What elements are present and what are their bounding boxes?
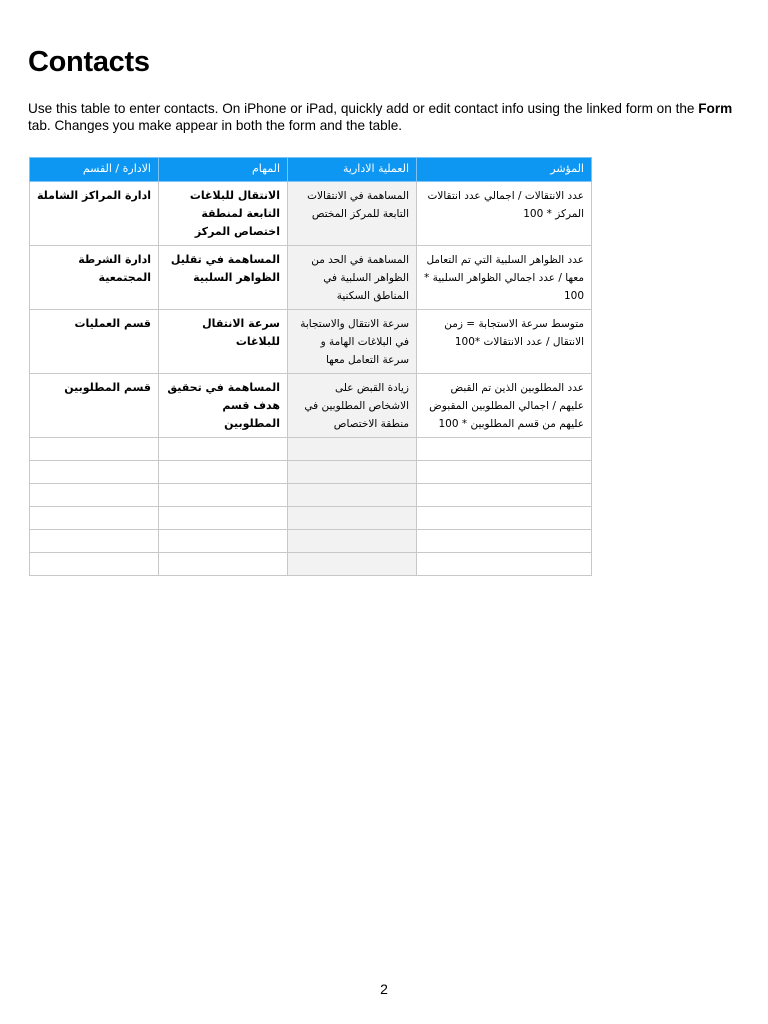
empty-table-row — [30, 530, 592, 553]
empty-cell[interactable] — [288, 484, 417, 507]
empty-cell[interactable] — [30, 530, 159, 553]
cell-process[interactable]: المساهمة في الانتقالات التابعة للمركز المختص — [288, 182, 417, 246]
intro-text-1: Use this table to enter contacts. On iPhone or iPad, quickly add or edit contact info using the linked form on the — [28, 101, 699, 116]
empty-cell[interactable] — [159, 530, 288, 553]
empty-cell[interactable] — [288, 530, 417, 553]
empty-cell[interactable] — [30, 461, 159, 484]
header-tasks: المهام — [159, 158, 288, 182]
cell-tasks[interactable]: المساهمة في تقليل الظواهر السلبية — [159, 246, 288, 310]
page-number: 2 — [380, 981, 388, 997]
header-department: الادارة / القسم — [30, 158, 159, 182]
empty-cell[interactable] — [288, 553, 417, 576]
intro-paragraph — [28, 100, 748, 134]
empty-table-row — [30, 438, 592, 461]
cell-tasks[interactable]: سرعة الانتقال للبلاغات — [159, 310, 288, 374]
cell-indicator[interactable]: عدد المطلوبين الذين تم القبض عليهم / اجمالي المطلوبين المقبوض عليهم من قسم المطلوبين * 100 — [417, 374, 592, 438]
empty-cell[interactable] — [417, 438, 592, 461]
header-process: العملية الادارية — [288, 158, 417, 182]
header-indicator: المؤشر — [417, 158, 592, 182]
empty-cell[interactable] — [159, 484, 288, 507]
empty-cell[interactable] — [159, 507, 288, 530]
cell-tasks[interactable]: الانتقال للبلاغات التابعة لمنطقة اختصاص المركز — [159, 182, 288, 246]
cell-indicator[interactable]: عدد الظواهر السلبية التي تم التعامل معها / عدد اجمالي الظواهر السلبية * 100 — [417, 246, 592, 310]
empty-cell[interactable] — [159, 553, 288, 576]
cell-tasks[interactable]: المساهمة في تحقيق هدف قسم المطلوبين — [159, 374, 288, 438]
form-tab-reference: Form — [698, 101, 733, 116]
contacts-table — [29, 157, 592, 576]
empty-table-row — [30, 507, 592, 530]
empty-cell[interactable] — [30, 553, 159, 576]
cell-indicator[interactable]: عدد الانتقالات / اجمالي عدد انتقالات المركز * 100 — [417, 182, 592, 246]
empty-cell[interactable] — [417, 461, 592, 484]
intro-text-2: tab. Changes you make appear in both the form and the table. — [28, 118, 403, 133]
table-row — [30, 246, 592, 310]
table-row — [30, 374, 592, 438]
empty-table-row — [30, 553, 592, 576]
empty-cell[interactable] — [30, 507, 159, 530]
empty-cell[interactable] — [417, 484, 592, 507]
cell-indicator[interactable]: متوسط سرعة الاستجابة = زمن الانتقال / عدد الانتقالات *100 — [417, 310, 592, 374]
cell-department[interactable]: ادارة المراكز الشاملة — [30, 182, 159, 246]
empty-cell[interactable] — [288, 507, 417, 530]
cell-process[interactable]: سرعة الانتقال والاستجابة في البلاغات الهامة و سرعة التعامل معها — [288, 310, 417, 374]
cell-department[interactable]: ادارة الشرطة المجتمعية — [30, 246, 159, 310]
table-row — [30, 310, 592, 374]
table-header-row — [30, 158, 592, 182]
empty-cell[interactable] — [159, 438, 288, 461]
empty-cell[interactable] — [288, 461, 417, 484]
empty-cell[interactable] — [30, 484, 159, 507]
empty-table-row — [30, 484, 592, 507]
cell-process[interactable]: زيادة القبض على الاشخاص المطلوبين في منطقة الاختصاص — [288, 374, 417, 438]
cell-department[interactable]: قسم العمليات — [30, 310, 159, 374]
empty-cell[interactable] — [30, 438, 159, 461]
empty-cell[interactable] — [417, 507, 592, 530]
empty-table-row — [30, 461, 592, 484]
table-row — [30, 182, 592, 246]
empty-cell[interactable] — [159, 461, 288, 484]
empty-cell[interactable] — [288, 438, 417, 461]
empty-cell[interactable] — [417, 530, 592, 553]
cell-department[interactable]: قسم المطلوبين — [30, 374, 159, 438]
empty-cell[interactable] — [417, 553, 592, 576]
page-title: Contacts — [28, 46, 150, 78]
cell-process[interactable]: المساهمة في الحد من الظواهر السلبية في المناطق السكنية — [288, 246, 417, 310]
